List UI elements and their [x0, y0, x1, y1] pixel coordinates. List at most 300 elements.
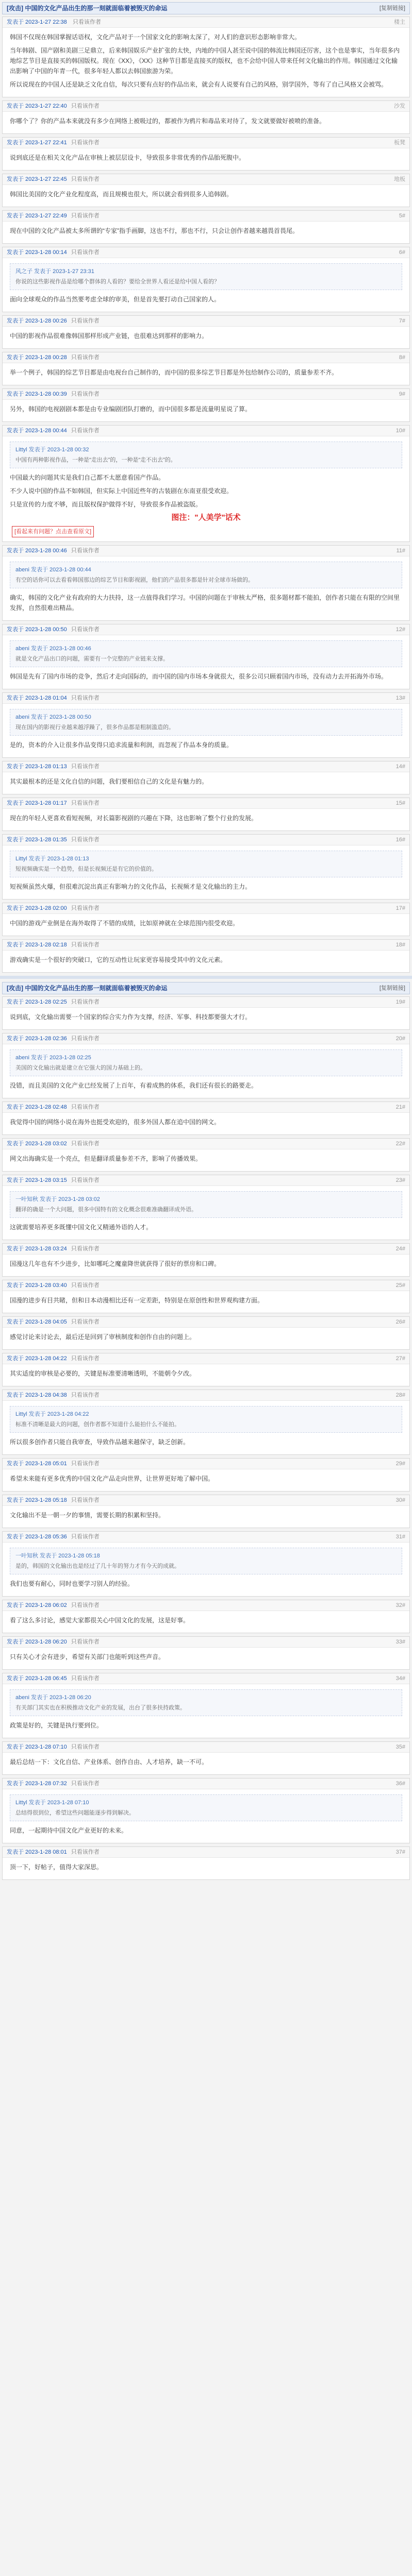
quote-text: 是的，韩国的文化输出也是经过了几十年的努力才有今天的成就。: [15, 1563, 180, 1569]
post-author-time[interactable]: 发表于 2023-1-28 06:45: [7, 1675, 67, 1682]
only-this-author-link[interactable]: 只看该作者: [71, 1744, 100, 1750]
post-meta: [3, 798, 409, 809]
post-text: 另外，韩国的电视剧剧本都是由专业编剧团队打磨的，而中国很多都是流量明星说了算。: [10, 405, 252, 413]
post-body: [3, 400, 409, 421]
post-meta: [3, 101, 409, 112]
post-body: [3, 327, 409, 348]
floor-number: 板凳: [394, 140, 405, 146]
post: [2, 1741, 410, 1775]
floor-number: 沙发: [394, 103, 405, 109]
floor-number: 16#: [395, 837, 405, 843]
only-this-author-link[interactable]: 只看该作者: [71, 837, 100, 843]
post: [2, 692, 410, 758]
post-text: 中国最大的问题其实是我们自己都不太愿意看国产作品。: [10, 474, 165, 481]
thread-title[interactable]: [攻击] 中国的文化产品出生的那一刻就面临着被毁灭的命运: [7, 5, 168, 12]
only-this-author-link[interactable]: 只看该作者: [71, 1104, 100, 1110]
floor-number: 10#: [395, 428, 405, 434]
post-line: 所以说现在的中国人还是缺乏文化自信，每次只要有点好的作品出来，就会有人说要有自己的风格，别学国外，等有了自己风格又会被骂。: [10, 81, 388, 88]
post: [2, 545, 410, 621]
only-this-author-link[interactable]: 只看该作者: [71, 1282, 100, 1289]
only-this-author-link[interactable]: 只看该作者: [71, 1036, 100, 1042]
post-text: 顶一下，好帖子，值得大家深思。: [10, 1863, 103, 1871]
post-meta: [3, 1742, 409, 1753]
post-meta: [3, 1390, 409, 1401]
post: [2, 1138, 410, 1172]
quote-text: 短视频确实是一个趋势，但是长视频还是有它的价值的。: [15, 866, 157, 872]
post-body: [3, 1328, 409, 1349]
post: [2, 1531, 410, 1597]
quote-text: 就是文化产品出口的问题，需要有一个完整的产业链来支撑。: [15, 656, 169, 662]
post-author-time[interactable]: 发表于 2023-1-28 08:01: [7, 1849, 67, 1855]
post-body: [3, 222, 409, 243]
post: [2, 1389, 410, 1455]
post-text: 现在的年轻人更喜欢看短视频，对长篇影视剧的兴趣在下降，这也影响了整个行业的发展。: [10, 815, 258, 822]
post: [2, 834, 410, 900]
quote-block: [10, 442, 402, 468]
post-meta: [3, 138, 409, 148]
post-meta: [3, 1139, 409, 1149]
post-author-time[interactable]: 发表于 2023-1-28 06:20: [7, 1639, 67, 1645]
only-this-author-link[interactable]: 只看该作者: [71, 1319, 100, 1325]
post-text: 这就需要培养更多既懂中国文化又精通外语的人才。: [10, 1224, 153, 1231]
quote-author[interactable]: Littyl 发表于 2023-1-28 04:22: [15, 1411, 89, 1417]
post-body: [3, 556, 409, 620]
post-body: [3, 1684, 409, 1738]
post-body: [3, 1364, 409, 1386]
post-text: 举一个例子，韩国的综艺节目都是由电视台自己制作的，而中国的很多综艺节目都是外包给制作公司的，质量参差不齐。: [10, 369, 338, 376]
post-meta: [3, 693, 409, 704]
post-author-time[interactable]: 发表于 2023-1-28 00:46: [7, 548, 67, 554]
only-this-author-link[interactable]: 只看该作者: [72, 19, 101, 25]
post-author-time[interactable]: 发表于 2023-1-28 04:38: [7, 1392, 67, 1398]
post-author-time[interactable]: 发表于 2023-1-28 00:39: [7, 391, 67, 397]
only-this-author-link[interactable]: 只看该作者: [71, 548, 100, 554]
only-this-author-link[interactable]: 只看该作者: [71, 695, 100, 701]
post: [2, 1778, 410, 1843]
only-this-author-link[interactable]: 只看该作者: [71, 176, 100, 182]
post-text: 希望未来能有更多优秀的中国文化产品走向世界，让世界更好地了解中国。: [10, 1475, 215, 1482]
post-author-time[interactable]: 发表于 2023-1-28 07:32: [7, 1781, 67, 1787]
only-this-author-link[interactable]: 只看该作者: [71, 103, 100, 109]
post-author-time[interactable]: 发表于 2023-1-28 04:05: [7, 1319, 67, 1325]
quote-block: [10, 1689, 402, 1716]
post: [2, 100, 410, 134]
post: [2, 247, 410, 312]
only-this-author-link[interactable]: 只看该作者: [71, 905, 100, 911]
post-text: 不少人说中国的作品不如韩国，但实际上中国近些年的古装剧在东南亚很受欢迎。: [10, 487, 233, 495]
post-body: [3, 772, 409, 794]
post-author-time[interactable]: 发表于 2023-1-28 03:24: [7, 1246, 67, 1252]
quote-text: 有关部门其实也在积极推动文化产业的发展，出台了很多扶持政策。: [15, 1705, 186, 1711]
post-body: [3, 1858, 409, 1879]
only-this-author-link[interactable]: 只看该作者: [71, 1497, 100, 1503]
post-text: 是的，资本的介入让很多作品变得只追求流量和利润，而忽视了作品本身的质量。: [10, 741, 233, 749]
post-author-time[interactable]: 发表于 2023-1-27 22:40: [7, 103, 67, 109]
post-text: 国漫的进步有目共睹，但和日本动漫相比还有一定差距，特别是在原创性和世界观构建方面。: [10, 1297, 264, 1304]
post-body: [3, 1753, 409, 1774]
post-meta: [3, 174, 409, 185]
post-author-time[interactable]: 发表于 2023-1-28 00:44: [7, 428, 67, 434]
copy-link[interactable]: [复制链接]: [379, 985, 405, 991]
floor-number: 34#: [395, 1675, 405, 1682]
only-this-author-link[interactable]: 只看该作者: [71, 140, 100, 146]
post-author-time[interactable]: 发表于 2023-1-28 06:02: [7, 1602, 67, 1608]
post-text: 同意，一起期待中国文化产业更好的未来。: [10, 1827, 128, 1834]
post-text: 所以很多创作者只能自我审查，导致作品越来越保守，缺乏创新。: [10, 1438, 190, 1446]
floor-number: 6#: [399, 249, 405, 256]
only-this-author-link[interactable]: 只看该作者: [71, 1141, 100, 1147]
post-text: 感觉讨论来讨论去，最后还是回到了审核制度和创作自由的问题上。: [10, 1333, 196, 1341]
post: [2, 425, 410, 542]
post-body: [3, 914, 409, 936]
thread-header: [2, 2, 410, 14]
post-body: [3, 1648, 409, 1669]
thread-title[interactable]: [攻击] 中国的文化产品出生的那一刻就面临着被毁灭的命运: [7, 985, 168, 992]
floor-number: 27#: [395, 1355, 405, 1362]
post-body: [3, 1255, 409, 1276]
post-body: [3, 1401, 409, 1454]
quote-author[interactable]: Littyl 发表于 2023-1-28 00:32: [15, 447, 89, 453]
post-text: 其实适度的审核是必要的，关键是标准要清晰透明，不能朝令夕改。: [10, 1370, 196, 1377]
floor-number: 12#: [395, 626, 405, 633]
post-meta: [3, 1778, 409, 1789]
post-meta: [3, 1600, 409, 1611]
post-meta: [3, 903, 409, 914]
floor-number: 9#: [399, 391, 405, 397]
floor-number: 37#: [395, 1849, 405, 1855]
post-text: 网文出海确实是一个亮点，但是翻译质量参差不齐，影响了传播效果。: [10, 1155, 202, 1162]
post-body: [3, 809, 409, 831]
post-text: 现在中国的文化产品被太多所谓的“专家”指手画脚，这也不行，那也不行，只会让创作者越来越畏首畏尾。: [10, 227, 299, 234]
post-text: 说到底，文化输出需要一个国家的综合实力作为支撑，经济、军事、科技都要强大才行。: [10, 1013, 252, 1021]
quote-author[interactable]: abeni 发表于 2023-1-28 06:20: [15, 1694, 91, 1701]
post-author-time[interactable]: 发表于 2023-1-27 22:41: [7, 140, 67, 146]
post: [2, 1600, 410, 1633]
post-text: 只有关心才会有进步，希望有关部门也能听到这些声音。: [10, 1653, 165, 1660]
floor-number: 11#: [396, 548, 405, 554]
post-meta: [3, 761, 409, 772]
post-text: 韩国比美国的文化产业化程度高，而且规模也很大，所以就会看到很多人追韩剧。: [10, 191, 233, 198]
post-body: [3, 704, 409, 757]
quote-text: 总结得很到位，希望这些问题能逐步得到解决。: [15, 1810, 135, 1816]
post-body: [3, 1291, 409, 1313]
post-meta: [3, 1175, 409, 1186]
quote-text: 你说的这些影视作品是给哪个群体的人看的？要给全世界人看还是给中国人看的？: [15, 279, 220, 285]
post-meta: [3, 1033, 409, 1044]
floor-number: 22#: [395, 1141, 405, 1147]
post-meta: [3, 1532, 409, 1543]
quote-text: 有空的话你可以去看看韩国那边的综艺节目和影视剧，他们的产品很多都是针对全球市场做的。: [15, 577, 254, 583]
floor-number: 7#: [399, 318, 405, 324]
floor-number: 28#: [395, 1392, 405, 1398]
quote-author[interactable]: 风之子 发表于 2023-1-27 23:31: [15, 268, 94, 275]
floor-number: 18#: [395, 942, 405, 948]
post-author-time[interactable]: 发表于 2023-1-28 00:26: [7, 318, 67, 324]
post: [2, 1673, 410, 1738]
only-this-author-link[interactable]: 只看该作者: [71, 213, 100, 219]
floor-number: 17#: [395, 905, 405, 911]
post-text: 说到底还是在相关文化产品在审核上被层层设卡，导致很多非常优秀的作品胎死腹中。: [10, 154, 245, 161]
floor-number: 20#: [395, 1036, 405, 1042]
post-body: [3, 363, 409, 385]
post: [2, 903, 410, 936]
floor-number: 29#: [395, 1461, 405, 1467]
post-text: 最后总结一下：文化自信、产业体系、创作自由、人才培养，缺一不可。: [10, 1758, 208, 1766]
quote-text: 美国的文化输出就是建立在它强大的国力基础上的。: [15, 1065, 146, 1071]
post-line: 当年韩剧、国产剧和美剧三足鼎立，后来韩国娱乐产业扩张的太快，内地的中国人甚至说中国的韩流比韩国还厉害，这个也是事实，当年很多内地综艺节目是直接买的韩国版权。现在《XX》，《XX》这种节目都是直接买的版权，也不会给中国人带来任何文化输出的作用。韩国通过文化输出影响了中国的年青一代，很多年轻人都以去韩国旅游为荣。: [10, 47, 400, 75]
quote-block: [10, 1406, 402, 1433]
post-text: 只是宣传的力度不够，而且版权保护做得不好，导致很多作品被盗版。: [10, 501, 202, 508]
post: [2, 1175, 410, 1240]
only-this-author-link[interactable]: 只看该作者: [71, 1392, 100, 1398]
post-author-time[interactable]: 发表于 2023-1-28 03:02: [7, 1141, 67, 1147]
floor-number: 5#: [399, 213, 405, 219]
post: [2, 996, 410, 1030]
floor-number: 楼主: [394, 19, 405, 25]
floor-number: 8#: [399, 354, 405, 361]
post-body: [3, 1543, 409, 1596]
only-this-author-link[interactable]: 只看该作者: [71, 1177, 100, 1183]
only-this-author-link[interactable]: 只看该作者: [71, 1246, 100, 1252]
post-body: [3, 1008, 409, 1029]
only-this-author-link[interactable]: 只看该作者: [71, 764, 100, 770]
first-post: [2, 16, 410, 97]
post-author-time[interactable]: 发表于 2023-1-28 01:13: [7, 764, 67, 770]
post-author-time[interactable]: 发表于 2023-1-28 07:10: [7, 1744, 67, 1750]
page-divider: [0, 976, 412, 979]
post-body: [3, 1611, 409, 1633]
post-author-time[interactable]: 发表于 2023-1-28 02:36: [7, 1036, 67, 1042]
floor-number: 21#: [395, 1104, 405, 1110]
post: [2, 137, 410, 171]
post-meta: [3, 1495, 409, 1506]
post-list: [0, 996, 412, 1880]
quote-block: [10, 851, 402, 877]
thread-header-second: [2, 982, 410, 994]
post-author-time[interactable]: 发表于 2023-1-28 00:28: [7, 354, 67, 361]
post-meta: [3, 211, 409, 222]
post-author-time[interactable]: 发表于 2023-1-27 22:38: [7, 19, 67, 25]
quote-block: [10, 1548, 402, 1574]
post-body: [3, 635, 409, 689]
floor-number: 24#: [395, 1246, 405, 1252]
post: [2, 352, 410, 385]
only-this-author-link[interactable]: 只看该作者: [71, 354, 100, 361]
post: [2, 388, 410, 422]
post: [2, 1280, 410, 1313]
quote-text: 翻译的确是一个大问题，很多中国特有的文化概念很难准确翻译成外语。: [15, 1207, 197, 1213]
post-text: 你哪个了？你的产品本来就没有多少在网络上被吸过的，都被作为鸦片和毒品来对待了，发文就要做好被喷的准备。: [10, 117, 326, 125]
quote-block: [10, 1191, 402, 1218]
post-text: 我们也要有耐心，同时也要学习别人的经验。: [10, 1580, 134, 1587]
post: [2, 939, 410, 973]
post-text: 政策是好的，关键是执行要到位。: [10, 1722, 103, 1729]
post-text: 游戏确实是一个很好的突破口，它的互动性让玩家更容易接受其中的文化元素。: [10, 956, 227, 963]
only-this-author-link[interactable]: 只看该作者: [71, 1602, 100, 1608]
post-meta: [3, 624, 409, 635]
floor-number: 33#: [395, 1639, 405, 1645]
post: [2, 174, 410, 207]
only-this-author-link[interactable]: 只看该作者: [71, 1675, 100, 1682]
only-this-author-link[interactable]: 只看该作者: [71, 249, 100, 256]
post: [2, 1243, 410, 1277]
only-this-author-link[interactable]: 只看该作者: [71, 800, 100, 806]
post-meta: [3, 1847, 409, 1858]
floor-number: 地板: [394, 176, 405, 182]
post-body: [3, 112, 409, 133]
post-author-time[interactable]: 发表于 2023-1-28 05:18: [7, 1497, 67, 1503]
post-text: 短视频虽然火爆，但很难沉淀出真正有影响力的文化作品，长视频才是文化输出的主力。: [10, 883, 252, 890]
only-this-author-link[interactable]: 只看该作者: [71, 626, 100, 633]
post-author-time[interactable]: 发表于 2023-1-28 01:17: [7, 800, 67, 806]
post: [2, 315, 410, 349]
post: [2, 761, 410, 794]
post-body: [3, 28, 409, 97]
quote-block: [10, 640, 402, 667]
post: [2, 1495, 410, 1528]
post: [2, 1316, 410, 1350]
only-this-author-link[interactable]: 只看该作者: [71, 1534, 100, 1540]
post-meta: [3, 546, 409, 556]
floor-number: 31#: [395, 1534, 405, 1540]
post: [2, 798, 410, 831]
quote-author[interactable]: 一叶知秋 发表于 2023-1-28 03:02: [15, 1196, 100, 1202]
post-author-time[interactable]: 发表于 2023-1-27 22:49: [7, 213, 67, 219]
post-text: 没错，而且美国的文化产业已经发展了上百年，有着成熟的体系，我们还有很长的路要走。: [10, 1082, 258, 1089]
post-author-time[interactable]: 发表于 2023-1-28 02:48: [7, 1104, 67, 1110]
post-text: 韩国是先有了国内市场的竞争，然后才走向国际的，而中国的国内市场本身就很大，很多公司只顾着国内市场，没有动力去开拓海外市场。: [10, 673, 388, 680]
only-this-author-link[interactable]: 只看该作者: [71, 391, 100, 397]
post-author-time[interactable]: 发表于 2023-1-28 04:22: [7, 1355, 67, 1362]
post-text: 看了这么多讨论，感觉大家都很关心中国文化的发展，这是好事。: [10, 1617, 190, 1624]
floor-number: 23#: [395, 1177, 405, 1183]
only-this-author-link[interactable]: 只看该作者: [71, 999, 100, 1005]
only-this-author-link[interactable]: 只看该作者: [71, 1849, 100, 1855]
only-this-author-link[interactable]: 只看该作者: [71, 1781, 100, 1787]
post-meta: [3, 17, 409, 28]
post-line: 韩国不仅现在韩国掌握话语权，文化产品对于一个国家文化的影响太深了，对人们的意识形态影响非常大。: [10, 33, 301, 41]
post-author-time[interactable]: 发表于 2023-1-28 03:15: [7, 1177, 67, 1183]
post-meta: [3, 835, 409, 845]
post: [2, 1101, 410, 1135]
floor-number: 14#: [395, 764, 405, 770]
post-meta: [3, 1102, 409, 1113]
post-body: [3, 436, 409, 541]
post-author-time[interactable]: 发表于 2023-1-27 22:45: [7, 176, 67, 182]
post-meta: [3, 1459, 409, 1469]
floor-number: 32#: [395, 1602, 405, 1608]
post-meta: [3, 352, 409, 363]
quote-block: [10, 1049, 402, 1076]
quote-author[interactable]: Littyl 发表于 2023-1-28 01:13: [15, 856, 89, 862]
post-author-time[interactable]: 发表于 2023-1-28 03:40: [7, 1282, 67, 1289]
post-meta: [3, 997, 409, 1008]
floor-number: 13#: [395, 695, 405, 701]
floor-number: 36#: [395, 1781, 405, 1787]
only-this-author-link[interactable]: 只看该作者: [71, 1639, 100, 1645]
post-author-time[interactable]: 发表于 2023-1-28 01:04: [7, 695, 67, 701]
post-text: 其实最根本的还是文化自信的问题，我们要相信自己的文化是有魅力的。: [10, 778, 208, 785]
quote-block: [10, 263, 402, 290]
post-author-time[interactable]: 发表于 2023-1-28 02:25: [7, 999, 67, 1005]
post-author-time[interactable]: 发表于 2023-1-28 00:14: [7, 249, 67, 256]
quote-text: 中国有两种影视作品，一种是“走出去”的，一种是“走不出去”的。: [15, 457, 176, 463]
post-author-time[interactable]: 发表于 2023-1-28 02:00: [7, 905, 67, 911]
only-this-author-link[interactable]: 只看该作者: [71, 1355, 100, 1362]
post-text: 国漫这几年也有不少进步，比如哪吒之魔童降世就获得了很好的票房和口碑。: [10, 1260, 221, 1267]
post: [2, 1636, 410, 1670]
post-body: [3, 1044, 409, 1098]
copy-link[interactable]: [复制链接]: [379, 5, 405, 11]
post-text: 我觉得中国的网络小说在海外也挺受欢迎的，很多外国人都在追中国的网文。: [10, 1118, 221, 1126]
post-meta: [3, 1673, 409, 1684]
post-meta: [3, 1353, 409, 1364]
post-meta: [3, 316, 409, 327]
post: [2, 1846, 410, 1880]
floor-number: 15#: [395, 800, 405, 806]
post-body: [3, 951, 409, 972]
only-this-author-link[interactable]: 只看该作者: [71, 1461, 100, 1467]
quote-author[interactable]: abeni 发表于 2023-1-28 00:44: [15, 567, 91, 573]
floor-number: 25#: [395, 1282, 405, 1289]
post-body: [3, 1469, 409, 1491]
post: [2, 1033, 410, 1098]
post-author-time[interactable]: 发表于 2023-1-28 05:36: [7, 1534, 67, 1540]
post-body: [3, 1506, 409, 1528]
quote-author[interactable]: Littyl 发表于 2023-1-28 07:10: [15, 1800, 89, 1806]
floor-number: 19#: [395, 999, 405, 1005]
only-this-author-link[interactable]: 只看该作者: [71, 942, 100, 948]
quote-block: [10, 562, 402, 588]
post-body: [3, 845, 409, 899]
floor-number: 35#: [395, 1744, 405, 1750]
quote-block: [10, 1794, 402, 1821]
post-text: 中国的影视作品很难像韩国那样形成产业链，也很难达到那样的影响力。: [10, 332, 208, 340]
post-text: 面向全球观众的作品当然要考虑全球的审美，但是首先要打动自己国家的人。: [10, 296, 221, 303]
floor-number: 26#: [395, 1319, 405, 1325]
quote-text: 标准不清晰是最大的问题，创作者都不知道什么能拍什么不能拍。: [15, 1421, 180, 1428]
only-this-author-link[interactable]: 只看该作者: [71, 428, 100, 434]
only-this-author-link[interactable]: 只看该作者: [71, 318, 100, 324]
post-body: [3, 185, 409, 207]
quote-author[interactable]: 一叶知秋 发表于 2023-1-28 05:18: [15, 1553, 100, 1559]
quote-author[interactable]: abeni 发表于 2023-1-28 00:50: [15, 714, 91, 720]
post-text: 中国的游戏产业倒是在海外取得了不错的成绩，比如原神就在全球范围内很受欢迎。: [10, 920, 239, 927]
image-caption-label: 图注："人美学"话术: [171, 513, 241, 522]
post-body: [3, 148, 409, 170]
post: [2, 1458, 410, 1492]
post-author-time[interactable]: 发表于 2023-1-28 05:01: [7, 1461, 67, 1467]
post: [2, 210, 410, 244]
post-author-time[interactable]: 发表于 2023-1-28 01:35: [7, 837, 67, 843]
post-author-time[interactable]: 发表于 2023-1-28 02:18: [7, 942, 67, 948]
post-meta: [3, 1280, 409, 1291]
post: [2, 1353, 410, 1386]
post-list: [0, 100, 412, 973]
post-meta: [3, 1637, 409, 1648]
post-meta: [3, 389, 409, 400]
post-body: [3, 1113, 409, 1134]
post-meta: [3, 1317, 409, 1328]
post-meta: [3, 426, 409, 436]
quote-author[interactable]: abeni 发表于 2023-1-28 00:46: [15, 646, 91, 652]
post-meta: [3, 247, 409, 258]
quote-author[interactable]: abeni 发表于 2023-1-28 02:25: [15, 1055, 91, 1061]
post-author-time[interactable]: 发表于 2023-1-28 00:50: [7, 626, 67, 633]
post-meta: [3, 1244, 409, 1255]
view-original-link[interactable]: [看起来有问题？点击查看原文]: [12, 526, 94, 537]
post-body: [3, 1149, 409, 1171]
